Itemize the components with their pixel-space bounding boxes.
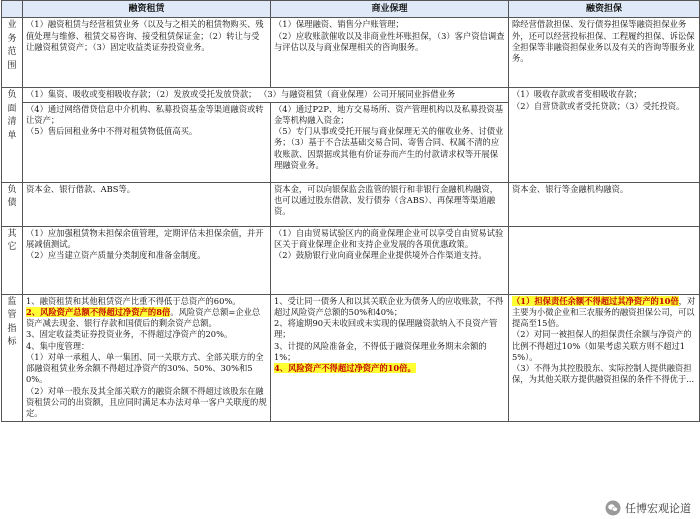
cell-leasing-scope xyxy=(23,18,271,88)
cell-factoring-other xyxy=(271,226,509,294)
header-factoring: 商业保理 xyxy=(271,1,509,18)
text-line: （5）专门从事或受托开展与商业保理无关的催收业务、讨债业务；（3）基于不合法基础交易合同、寄售合同、权属不清的应收账款、因票据或其他有价证券而产生的付款请求权等开展保理融资业务。 xyxy=(274,126,504,170)
text-line: （1）保理融资、销售分户账管理； xyxy=(274,19,404,30)
row-liabilities xyxy=(2,182,700,226)
text-line: （1）应加强租赁物未担保余值管理，定期评估未担保余值，并开展减值测试。 xyxy=(26,227,264,249)
header-corner xyxy=(2,1,23,18)
cell-negative-shared xyxy=(23,88,509,102)
text-line: （2）应当建立资产质量分类制度和准备金制度。 xyxy=(26,250,206,261)
comparison-table xyxy=(1,0,700,422)
row-business-scope xyxy=(2,18,700,88)
text-line: 4、集中度管理： xyxy=(26,340,90,351)
row-head-liabilities: 负债 xyxy=(2,182,23,226)
highlight-leverage-limit: 2、风险资产总额不得超过净资产的8倍 xyxy=(26,306,171,317)
text-line: （2）自营贷款或者受托贷款；（3）受托投资。 xyxy=(512,100,685,111)
cell-leasing-regulatory xyxy=(23,294,271,421)
cell-factoring-regulatory xyxy=(271,294,509,421)
text-line: （2）对同一被担保人的担保责任余额与净资产的比例不得超过10%（如果考虑关联方则不超过15%）。 xyxy=(512,329,692,362)
text-line: 2、将逾期90天未收回或未实现的保理融资款纳入不良资产管理； xyxy=(274,318,498,340)
cell-factoring-liabilities xyxy=(271,182,509,226)
cell-leasing-liabilities xyxy=(23,182,271,226)
text-line: 资本金、银行借款、ABS等。 xyxy=(26,183,136,194)
text-line: 资本金，可以向银保监会监管的银行和非银行金融机构融资，也可以通过股东借款、发行债券（含ABS）、再保理等渠道融资。 xyxy=(274,183,499,217)
text-line: 资本金、银行等金融机构融资。 xyxy=(512,183,629,194)
text-line: 除经营借款担保、发行债券担保等融资担保业务外，还可以经营投标担保、工程履约担保、诉讼保全担保等非融资担保业务以及有关的咨询等服务业务。 xyxy=(512,19,695,64)
text-line: （1）自由贸易试验区内的商业保理企业可以享受自由贸易试验区关于商业保理企业和支持企业发展的各项优惠政策。 xyxy=(274,227,504,249)
row-other xyxy=(2,226,700,294)
text-line xyxy=(274,363,505,374)
row-head-business-scope: 业务范围 xyxy=(2,18,23,88)
text-line: （1）吸收存款或者变相吸收存款； xyxy=(512,89,642,100)
cell-guarantee-other xyxy=(509,226,700,294)
text-line: （4）通过P2P、地方交易场所、资产管理机构以及私募投资基金等机构融入资金； xyxy=(274,103,504,125)
text-line xyxy=(512,296,696,330)
cell-factoring-scope xyxy=(271,18,509,88)
text-span: 。风险资产总额=企业总资产减去现金、银行存款和国债后的剩余资产总额。 xyxy=(26,306,261,329)
text-line: （1）集资、吸收或变相吸收存款；（2）发放或受托发放贷款； （3）与融资租赁（商业保理）公司开展同业拆借业务 xyxy=(26,89,456,100)
text-line: （5）售后回租业务中不得对租赁物低值高买。 xyxy=(26,126,198,137)
cell-guarantee-liabilities xyxy=(509,182,700,226)
cell-leasing-other xyxy=(23,226,271,294)
text-span: ，对主要为小微企业和三农服务的融资担保公司，可以提高至15倍。 xyxy=(512,295,696,329)
row-head-other: 其它 xyxy=(2,226,23,294)
text-line: （3）不得为其控股股东、实际控制人提供融资担保，为其他关联方提供融资担保的条件不得优于... xyxy=(512,363,695,385)
cell-guarantee-negative xyxy=(509,88,700,182)
text-line: （1）融资租赁与经营租赁业务（以及与之相关的租赁物购买、残值处理与维修、租赁交易咨询、接受租赁保证金；（2）转让与受让融资租赁资产；（3）固定收益类证券投资业务。 xyxy=(26,19,264,52)
cell-leasing-negative xyxy=(23,102,271,182)
text-line: 3、固定收益类证券投资业务，不得超过净资产的20%。 xyxy=(26,329,233,340)
header-guarantee: 融资担保 xyxy=(509,1,700,18)
row-head-regulatory: 监管指标 xyxy=(2,294,23,421)
text-line xyxy=(26,307,267,330)
text-line: （2）对单一股东及其全部关联方的融资余额不得超过该股东在融资租赁公司的出资额，且应同时满足本办法对单一客户关联度的规定。 xyxy=(26,385,267,419)
header-row xyxy=(2,1,700,18)
text-line: 3、计提的风险准备金，不得低于融资保理业务期末余额的1%； xyxy=(274,340,487,362)
text-line: （2）鼓励银行业向商业保理企业提供境外合作渠道支持。 xyxy=(274,250,487,261)
highlight-risk-asset-limit: 4、风险资产不得超过净资产的10倍。 xyxy=(274,363,416,374)
header-leasing: 融资租赁 xyxy=(23,1,271,18)
text-line: （2）应收账款催收以及非商业性坏账担保，（3）客户资信调查与评估以及与商业保理相关的咨询服务。 xyxy=(274,30,505,52)
text-line: 1、受让同一债务人和以其关联企业为债务人的应收账款，不得超过风险资产总额的50%和40%； xyxy=(274,295,504,317)
cell-guarantee-regulatory xyxy=(509,294,700,421)
watermark xyxy=(602,499,694,517)
row-head-negative-list: 负面清单 xyxy=(2,88,23,182)
watermark-text: 任博宏观论道 xyxy=(625,502,691,515)
highlight-guarantee-limit: （1）担保责任余额不得超过其净资产的10倍 xyxy=(512,295,679,306)
cell-factoring-negative xyxy=(271,102,509,182)
wechat-style-icon xyxy=(605,500,621,516)
text-line: （4）通过网络借贷信息中介机构、私募投资基金等渠道融资或转让资产； xyxy=(26,103,264,125)
text-line: 1、融资租赁和其他租赁资产比重不得低于总资产的60%。 xyxy=(26,295,241,306)
row-regulatory xyxy=(2,294,700,421)
text-line: （1）对单一承租人、单一集团、同一关联方式、全部关联方的全部融资租赁业务余额不得超过净资产的30%、50%、30%和50%。 xyxy=(26,351,264,385)
row-negative-list-top xyxy=(2,88,700,102)
cell-guarantee-scope xyxy=(509,18,700,88)
